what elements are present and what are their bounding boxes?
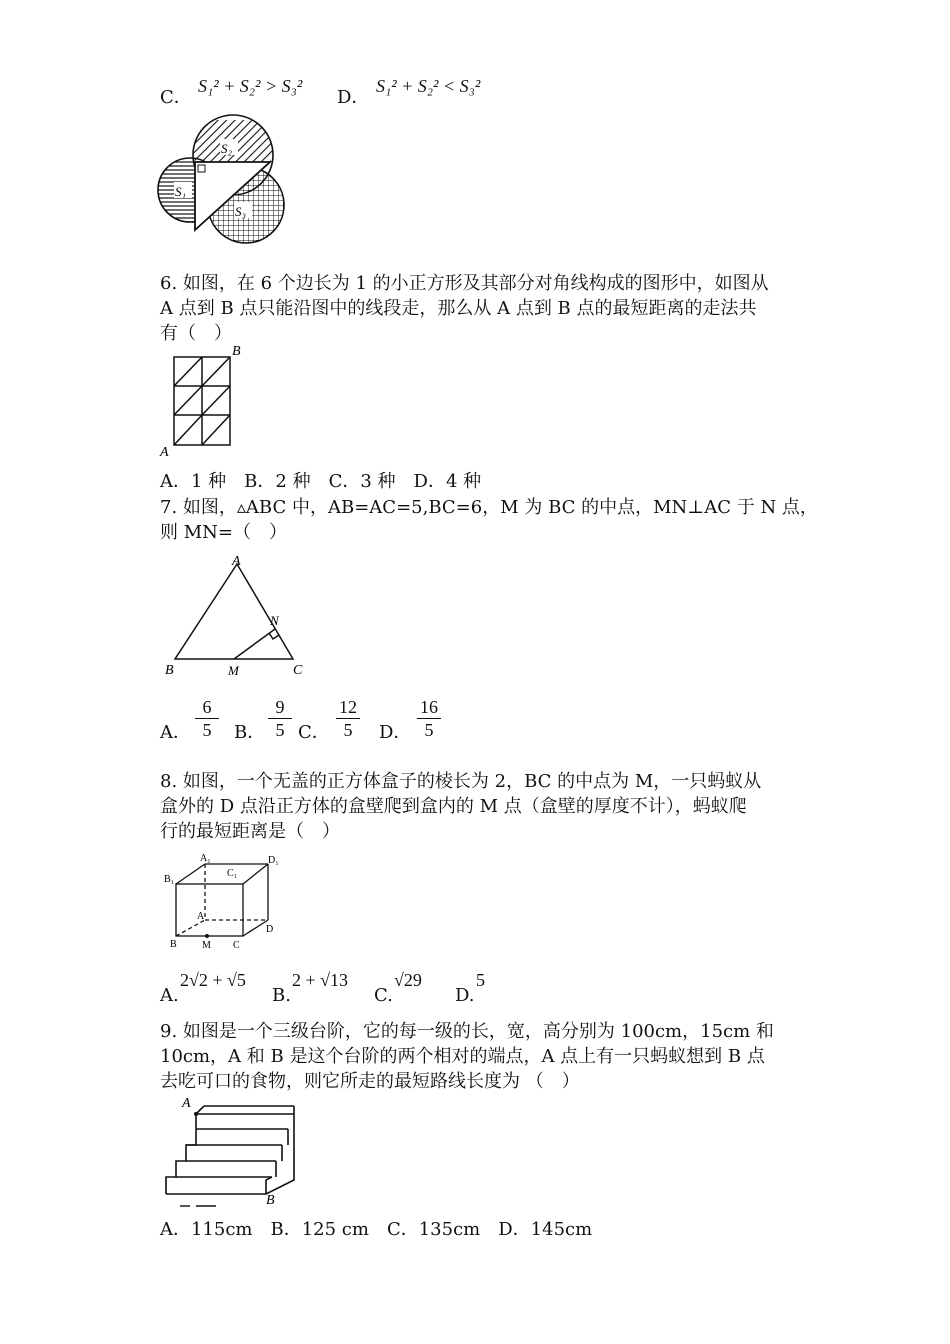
q8-text-line2: 盒外的 D 点沿正方体的盒壁爬到盒内的 M 点（盒壁的厚度不计），蚂蚁爬 [160,796,747,817]
q5-label-s1: S₁ [175,184,187,199]
q7-option-a-fraction [192,697,222,740]
q8-label-b1: B₁ [164,874,175,885]
q7-label-m: M [228,663,239,678]
q8-cube-figure [160,850,290,950]
q8-label-d1: D₁ [268,855,279,866]
q7-option-a-label: A． [160,722,191,743]
q7-text-line2: 则 MN=（ ） [160,522,287,543]
q6-text-line3: 有（ ） [160,323,232,344]
q8-option-b-math: 2 + √13 [292,970,349,990]
q9-label-b: B [266,1193,275,1208]
q8-option-d-label: D. [455,985,475,1006]
q6-text-line1: 6. 如图，在 6 个边长为 1 的小正方形及其部分对角线构成的图形中，如图从 [160,273,769,294]
q7-frac-b-den: 5 [275,720,285,740]
q7-text-line1: 7. 如图，▵ABC 中，AB=AC=5,BC=6，M 为 BC 的中点，MN⊥AC 于 N 点， [160,497,818,518]
q7-option-c-fraction [333,697,363,740]
q8-label-a1: A₁ [200,853,211,864]
q7-option-d-fraction [414,697,444,740]
q7-frac-a-den: 5 [202,720,212,740]
q5-option-c-label: C． [160,87,192,108]
q7-option-b-fraction [265,697,295,740]
q7-label-a: A [232,554,241,569]
q9-staircase-figure [160,1094,310,1209]
q7-frac-c-den: 5 [343,720,353,740]
q7-triangle-figure [160,553,320,683]
q8-option-c-math: √29 [394,970,422,990]
q8-option-a-math: 2√2 + √5 [180,970,246,990]
q8-text-line1: 8. 如图，一个无盖的正方体盒子的棱长为 2，BC 的中点为 M，一只蚂蚁从 [160,771,762,792]
q8-option-d-math: 5 [476,970,485,990]
q8-label-b: B [170,939,177,950]
q7-frac-b-num: 9 [275,697,285,717]
q7-label-c: C [293,663,303,678]
q5-figure-circles [158,120,288,250]
q8-option-b-label: B. [272,985,291,1006]
q7-option-d-label: D． [379,722,412,743]
q9-text-line1: 9. 如图是一个三级台阶，它的每一级的长，宽，高分别为 100cm，15cm 和 [160,1021,774,1042]
q8-option-a-label: A. [160,985,179,1006]
q8-label-a: A [197,911,205,922]
q8-label-c1: C₁ [227,868,238,879]
q7-frac-a-num: 6 [202,697,212,717]
q9-text-line2: 10cm，A 和 B 是这个台阶的两个相对的端点，A 点上有一只蚂蚁想到 B 点 [160,1046,765,1067]
q8-label-d: D [266,924,274,935]
q7-label-n: N [270,613,279,628]
q5-label-s2: S₂ [221,141,233,156]
q7-frac-d-num: 16 [420,697,438,717]
q5-label-s3: S₃ [235,204,247,219]
q6-label-b: B [232,344,241,359]
q9-text-line3: 去吃可口的食物，则它所走的最短路线长度为 （ ） [160,1071,580,1092]
q5-option-c-formula: S₁² + S₂² > S₃² [198,76,303,96]
q7-option-c-label: C． [298,722,330,743]
q6-options: A．1 种 B．2 种 C．3 种 D．4 种 [160,471,482,492]
q6-label-a: A [160,445,169,460]
q5-option-d-formula: S₁² + S₂² < S₃² [376,76,481,96]
q9-label-a: A [182,1096,191,1111]
q8-text-line3: 行的最短距离是（ ） [160,821,340,842]
q9-options: A．115cm B．125 cm C．135cm D．145cm [160,1219,593,1240]
q8-option-c-label: C. [374,985,393,1006]
q6-text-line2: A 点到 B 点只能沿图中的线段走，那么从 A 点到 B 点的最短距离的走法共 [160,298,757,319]
q7-frac-d-den: 5 [424,720,434,740]
q6-grid-figure [158,343,258,458]
q8-label-c: C [233,940,240,951]
q5-option-d-label: D． [337,87,370,108]
q7-label-b: B [165,663,174,678]
q8-label-m: M [202,940,211,951]
q7-option-b-label: B． [234,722,266,743]
q7-frac-c-num: 12 [339,697,357,717]
